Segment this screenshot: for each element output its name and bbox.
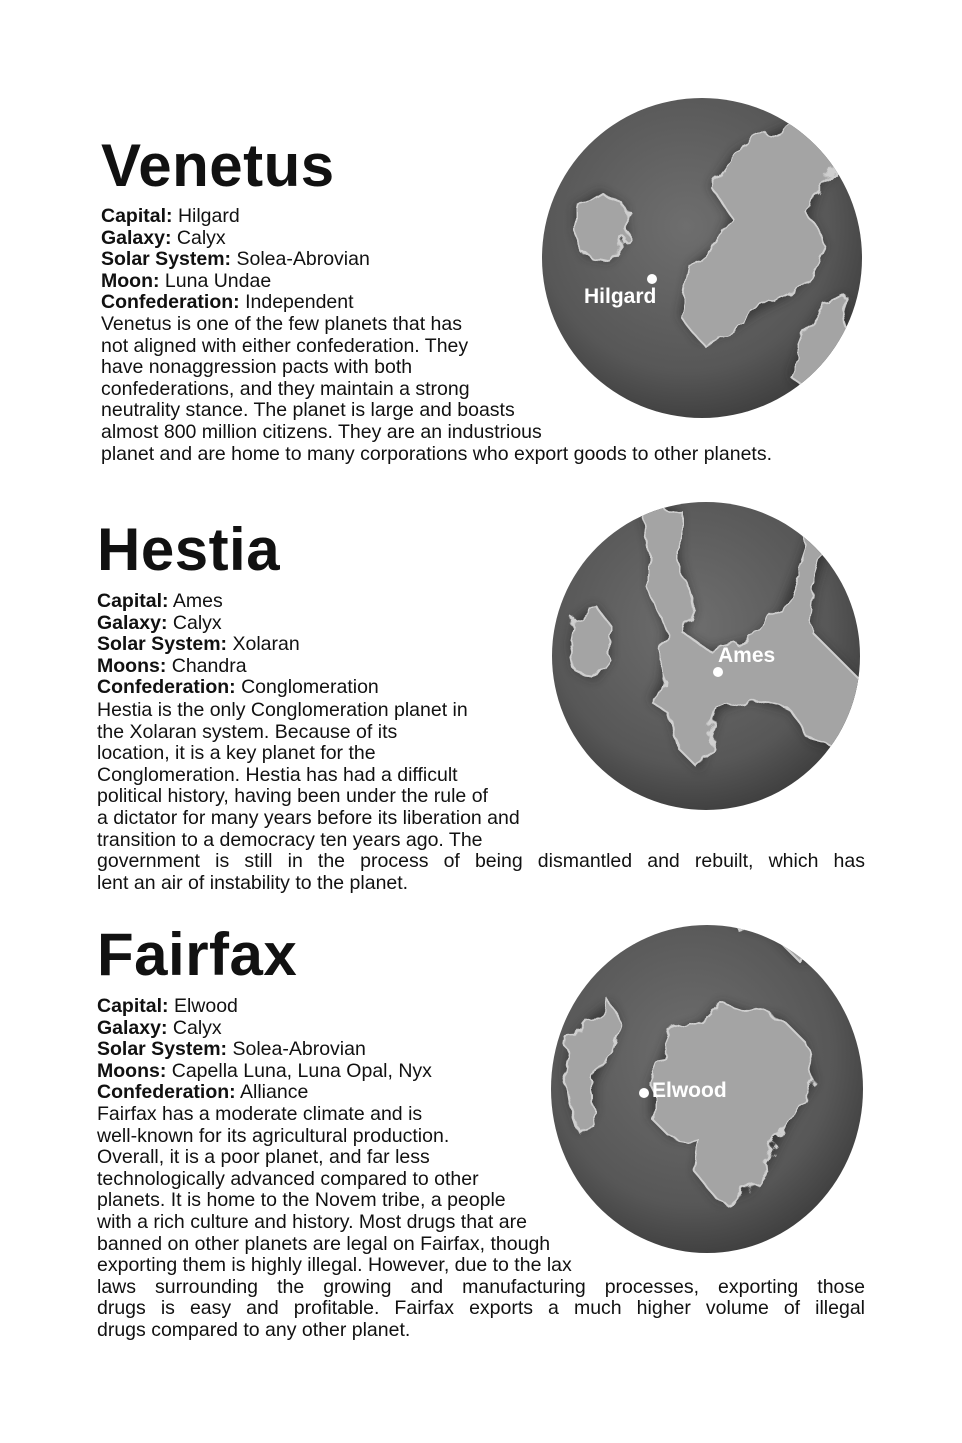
description-line: technologically advanced compared to other — [97, 1167, 479, 1190]
description-line: government is still in the process of being dismantled and rebuilt, which has — [97, 850, 865, 873]
description-line: transition to a democracy ten years ago. The — [97, 828, 483, 851]
description-line: Hestia is the only Conglomeration planet in — [97, 699, 468, 721]
fact-galaxy: Galaxy: Calyx — [97, 611, 222, 634]
planet-title: Hestia — [97, 516, 281, 583]
description-line: banned on other planets are legal on Fairfax, though — [97, 1232, 551, 1255]
description-line: planet and are home to many corporations who export goods to other planets. — [101, 442, 772, 465]
description-line: have nonaggression pacts with both — [101, 356, 413, 379]
fact-confederation: Confederation: Independent — [101, 291, 354, 314]
description-line: neutrality stance. The planet is large and boasts — [101, 399, 515, 422]
description-line: laws surrounding the growing and manufacturing processes, exporting those — [97, 1275, 865, 1298]
fact-capital: Capital: Hilgard — [101, 205, 240, 227]
fact-moons: Moons: Chandra — [97, 654, 247, 677]
description-line: planets. It is home to the Novem tribe, a people — [97, 1189, 506, 1212]
description-line: Conglomeration. Hestia has had a difficult — [97, 763, 458, 786]
description-line: Fairfax has a moderate climate and is — [97, 1103, 423, 1125]
description-line: almost 800 million citizens. They are an industrious — [101, 420, 542, 443]
description-line: location, it is a key planet for the — [97, 742, 376, 765]
planet-title: Fairfax — [97, 921, 298, 988]
fact-moon: Moon: Luna Undae — [101, 269, 272, 292]
description-line: with a rich culture and history. Most drugs that are — [97, 1210, 527, 1233]
fact-confederation: Confederation: Conglomeration — [97, 676, 379, 699]
description-line: Venetus is one of the few planets that has — [101, 313, 462, 335]
fact-capital: Capital: Ames — [97, 590, 223, 612]
description-line: the Xolaran system. Because of its — [97, 720, 398, 743]
capital-label: Hilgard — [584, 285, 657, 308]
capital-label: Elwood — [652, 1079, 727, 1102]
description-line: Overall, it is a poor planet, and far less — [97, 1146, 430, 1169]
description-line: not aligned with either confederation. They — [101, 334, 469, 357]
description-line: a dictator for many years before its liberation and — [97, 806, 520, 829]
fact-solar-system: Solar System: Xolaran — [97, 633, 300, 656]
fact-galaxy: Galaxy: Calyx — [97, 1016, 222, 1039]
description-line: political history, having been under the rule of — [97, 785, 488, 808]
description-line: lent an air of instability to the planet. — [97, 871, 409, 894]
capital-label: Ames — [718, 644, 776, 667]
fact-galaxy: Galaxy: Calyx — [101, 226, 226, 249]
description-line: confederations, and they maintain a strong — [101, 377, 470, 400]
fact-confederation: Confederation: Alliance — [97, 1081, 309, 1104]
description-line: drugs is easy and profitable. Fairfax exports a much higher volume of illegal — [97, 1297, 865, 1320]
fact-solar-system: Solar System: Solea-Abrovian — [101, 248, 370, 271]
description-line: exporting them is highly illegal. However, due to the lax — [97, 1254, 572, 1277]
fact-capital: Capital: Elwood — [97, 995, 238, 1017]
description-line: well-known for its agricultural production. — [97, 1124, 450, 1147]
fact-moons: Moons: Capella Luna, Luna Opal, Nyx — [97, 1059, 432, 1082]
fact-solar-system: Solar System: Solea-Abrovian — [97, 1038, 366, 1061]
planet-facts — [97, 996, 432, 1104]
planet-description — [97, 1104, 865, 1342]
planet-title: Venetus — [101, 132, 335, 199]
capital-marker — [639, 1088, 649, 1098]
description-line: drugs compared to any other planet. — [97, 1318, 411, 1341]
